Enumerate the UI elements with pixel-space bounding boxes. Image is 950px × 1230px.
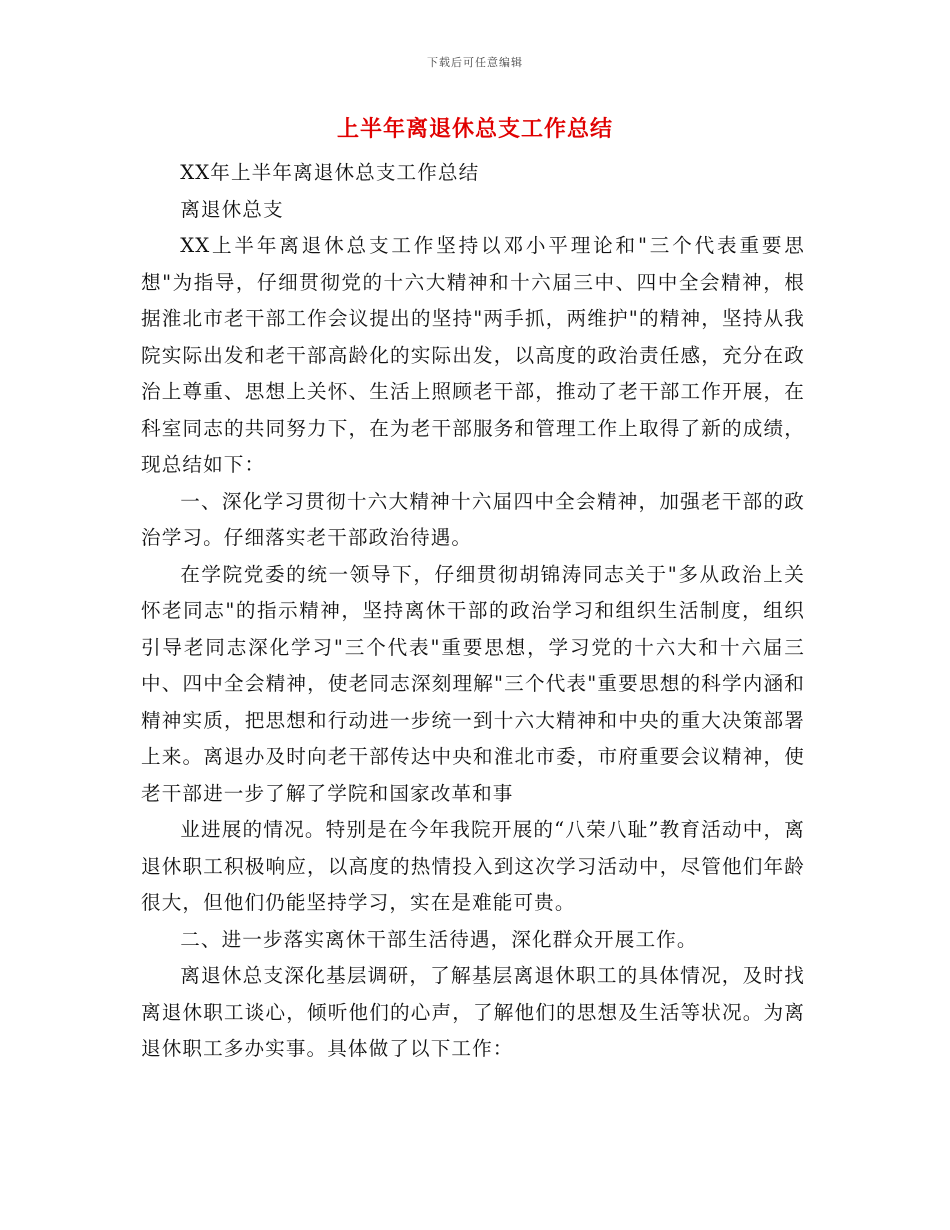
section-one-paragraph: 在学院党委的统一领导下，仔细贯彻胡锦涛同志关于"多从政治上关怀老同志"的指示精神，坚持离休干部的政治学习和组织生活制度，组织引导老同志深化学习"三个代表"重要思想，学习党的十六大和十六届三中、四中全会精神，使老同志深刻理解"三个代表"重要思想的科学内涵和精神实质，把思想和行动进一步统一到十六大精神和中央的重大决策部署上来。离退办及时向老干部传达中央和淮北市委，市府重要会议精神，使老干部进一步了解了学院和国家改革和事 xyxy=(141,562,805,805)
section-one-heading: 一、深化学习贯彻十六大精神十六届四中全会精神，加强老干部的政治学习。仔细落实老干部政治待遇。 xyxy=(141,489,805,549)
header-note: 下载后可任意编辑 xyxy=(427,56,523,69)
subtitle-paragraph: XX年上半年离退休总支工作总结 xyxy=(180,161,480,184)
section-one-continuation: 业进展的情况。特别是在今年我院开展的“八荣八耻”教育活动中，离退休职工积极响应，以高度的热情投入到这次学习活动中，尽管他们年龄很大，但他们仍能坚持学习，实在是难能可贵。 xyxy=(141,818,805,914)
intro-paragraph: XX上半年离退休总支工作坚持以邓小平理论和"三个代表重要思想"为指导，仔细贯彻党的十六大精神和十六届三中、四中全会精神，根据淮北市老干部工作会议提出的坚持"两手抓，两维护"的精神，坚持从我院实际出发和老干部高龄化的实际出发，以高度的政治责任感，充分在政治上尊重、思想上关怀、生活上照顾老干部，推动了老干部工作开展，在科室同志的共同努力下，在为老干部服务和管理工作上取得了新的成绩，现总结如下： xyxy=(141,234,805,476)
document-body xyxy=(141,155,805,1068)
document-title: 上半年离退休总支工作总结 xyxy=(336,116,613,142)
section-two-paragraph: 离退休总支深化基层调研，了解基层离退休职工的具体情况，及时找离退休职工谈心，倾听他们的心声，了解他们的思想及生活等状况。为离退休职工多办实事。具体做了以下工作： xyxy=(141,964,805,1060)
department-paragraph: 离退休总支 xyxy=(180,197,284,221)
section-two-heading: 二、进一步落实离休干部生活待遇，深化群众开展工作。 xyxy=(180,927,698,951)
